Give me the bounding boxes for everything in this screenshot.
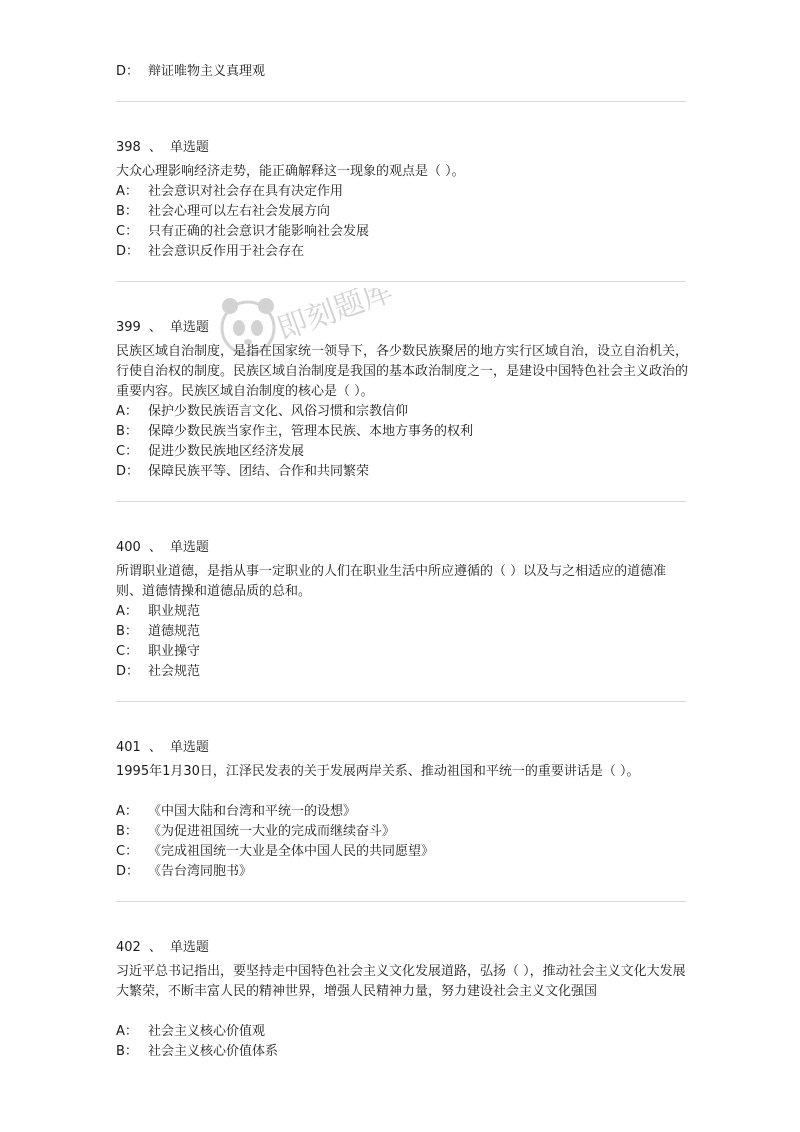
- option-b: [116, 822, 395, 842]
- option-d-prev: [116, 62, 265, 82]
- question-header: [116, 538, 209, 558]
- question-stem: 民族区域自治制度，是指在国家统一领导下，各少数民族聚居的地方实行区域自治，设立自治机关，行使自治权的制度。民族区域自治制度是我国的基本政治制度之一，是建设中国特色社会主义政治的重要内容。民族区域自治制度的核心是（ ）。: [116, 344, 689, 399]
- option-letter: D：: [116, 664, 140, 679]
- option-text: 《告台湾同胞书》: [148, 864, 253, 879]
- question-type: 单选题: [169, 940, 209, 955]
- option-text: 辩证唯物主义真理观: [148, 64, 266, 79]
- option-text: 社会意识反作用于社会存在: [148, 244, 305, 259]
- option-letter: C：: [116, 844, 139, 859]
- option-letter: B：: [116, 204, 138, 219]
- option-letter: B：: [116, 1044, 138, 1059]
- option-letter: D：: [116, 64, 140, 79]
- option-letter: B：: [116, 424, 138, 439]
- question-stem: 1995年1月30日，江泽民发表的关于发展两岸关系、推动祖国和平统一的重要讲话是（ ）。: [116, 764, 640, 779]
- option-a: [116, 802, 356, 822]
- question-header: [116, 318, 209, 338]
- option-b: [116, 1042, 278, 1062]
- question-stem: 所谓职业道德，是指从事一定职业的人们在职业生活中所应遵循的（ ）以及与之相适应的道德准则、道德情操和道德品质的总和。: [116, 564, 667, 599]
- question-header: [116, 938, 209, 958]
- question-type: 单选题: [169, 140, 209, 155]
- option-text: 社会意识对社会存在具有决定作用: [148, 184, 344, 199]
- option-text: 社会主义核心价值体系: [148, 1044, 279, 1059]
- option-c: [116, 222, 369, 242]
- option-text: 只有正确的社会意识才能影响社会发展: [148, 224, 370, 239]
- option-letter: A：: [116, 604, 138, 619]
- watermark-text: 即刻题库: [272, 288, 398, 348]
- option-b: [116, 622, 200, 642]
- question-type: 单选题: [169, 540, 209, 555]
- question-number: 401: [116, 740, 141, 755]
- question-stem: 大众心理影响经济走势，能正确解释这一现象的观点是（ ）。: [116, 164, 465, 179]
- option-letter: D：: [116, 864, 140, 879]
- option-c: [116, 442, 304, 462]
- question-sep: 、: [148, 940, 162, 955]
- option-d: [116, 242, 304, 262]
- divider: [116, 701, 686, 702]
- option-letter: C：: [116, 224, 139, 239]
- option-text: 《为促进祖国统一大业的完成而继续奋斗》: [148, 824, 396, 839]
- option-c: [116, 842, 434, 862]
- option-text: 促进少数民族地区经济发展: [148, 444, 305, 459]
- question-sep: 、: [148, 540, 162, 555]
- option-text: 保障民族平等、团结、合作和共同繁荣: [148, 464, 370, 479]
- question-stem: 习近平总书记指出，要坚持走中国特色社会主义文化发展道路，弘扬（ ），推动社会主义文化大发展大繁荣，不断丰富人民的精神世界，增强人民精神力量，努力建设社会主义文化强国: [116, 964, 686, 999]
- divider: [116, 901, 686, 902]
- option-text: 社会心理可以左右社会发展方向: [148, 204, 331, 219]
- option-b: [116, 202, 330, 222]
- option-letter: B：: [116, 824, 138, 839]
- option-text: 职业规范: [148, 604, 201, 619]
- option-letter: A：: [116, 404, 138, 419]
- divider: [116, 101, 686, 102]
- option-c: [116, 642, 200, 662]
- question-sep: 、: [148, 140, 162, 155]
- question-header: [116, 138, 209, 158]
- option-letter: D：: [116, 244, 140, 259]
- option-text: 社会主义核心价值观: [148, 1024, 266, 1039]
- option-letter: A：: [116, 804, 138, 819]
- divider: [116, 501, 686, 502]
- question-type: 单选题: [169, 740, 209, 755]
- option-text: 《中国大陆和台湾和平统一的设想》: [148, 804, 357, 819]
- question-sep: 、: [148, 740, 162, 755]
- option-letter: B：: [116, 624, 138, 639]
- question-number: 398: [116, 140, 141, 155]
- option-text: 职业操守: [148, 644, 201, 659]
- question-number: 402: [116, 940, 141, 955]
- option-d: [116, 462, 369, 482]
- option-text: 保护少数民族语言文化、风俗习惯和宗教信仰: [148, 404, 409, 419]
- option-d: [116, 862, 252, 882]
- option-letter: D：: [116, 464, 140, 479]
- question-number: 399: [116, 320, 141, 335]
- divider: [116, 281, 686, 282]
- option-a: [116, 1022, 265, 1042]
- question-header: [116, 738, 209, 758]
- option-text: 《完成祖国统一大业是全体中国人民的共同愿望》: [148, 844, 435, 859]
- question-type: 单选题: [169, 320, 209, 335]
- option-letter: A：: [116, 1024, 138, 1039]
- option-a: [116, 182, 343, 202]
- option-d: [116, 662, 200, 682]
- option-text: 保障少数民族当家作主，管理本民族、本地方事务的权利: [148, 424, 474, 439]
- option-b: [116, 422, 473, 442]
- option-letter: A：: [116, 184, 138, 199]
- option-text: 道德规范: [148, 624, 201, 639]
- option-text: 社会规范: [148, 664, 201, 679]
- question-number: 400: [116, 540, 141, 555]
- option-a: [116, 602, 200, 622]
- option-a: [116, 402, 408, 422]
- question-sep: 、: [148, 320, 162, 335]
- option-letter: C：: [116, 444, 139, 459]
- option-letter: C：: [116, 644, 139, 659]
